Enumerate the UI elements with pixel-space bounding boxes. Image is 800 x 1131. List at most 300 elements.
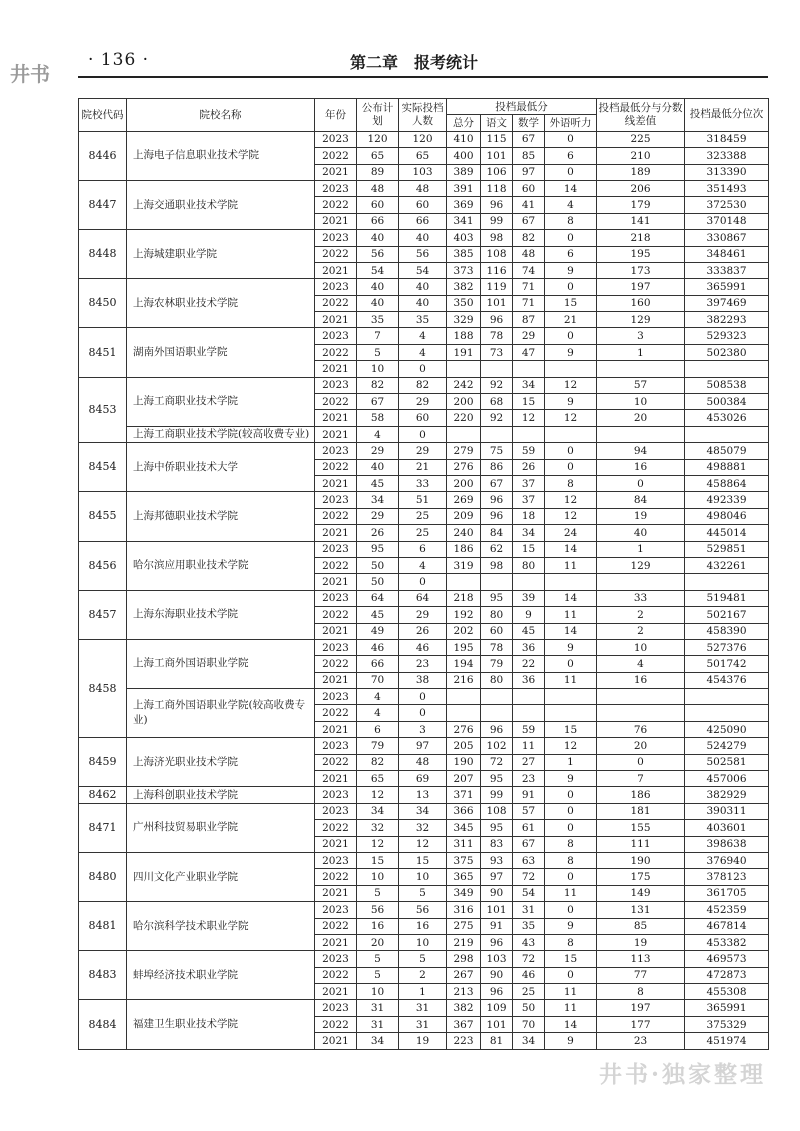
cell-year: 2023 (315, 180, 357, 196)
cell-rank: 378123 (685, 869, 769, 885)
cell-chinese: 108 (481, 803, 513, 819)
table-row (79, 787, 769, 803)
cell-foreign: 21 (545, 312, 597, 328)
table-row (79, 1000, 769, 1016)
cell-diff: 4 (597, 656, 685, 672)
cell-plan: 89 (357, 164, 399, 180)
cell-chinese: 78 (481, 639, 513, 655)
cell-foreign: 9 (545, 344, 597, 360)
cell-total (447, 426, 481, 442)
cell-plan: 65 (357, 771, 399, 787)
cell-math: 9 (513, 607, 545, 623)
cell-rank: 432261 (685, 557, 769, 573)
cell-plan: 10 (357, 984, 399, 1000)
cell-year: 2021 (315, 771, 357, 787)
cell-chinese: 67 (481, 475, 513, 491)
cell-year: 2022 (315, 820, 357, 836)
cell-rank: 452359 (685, 902, 769, 918)
cell-actual: 29 (399, 607, 447, 623)
cell-total: 329 (447, 312, 481, 328)
cell-chinese: 95 (481, 590, 513, 606)
cell-chinese: 99 (481, 213, 513, 229)
cell-math: 48 (513, 246, 545, 262)
cell-year: 2023 (315, 787, 357, 803)
cell-plan: 54 (357, 262, 399, 278)
cell-chinese: 101 (481, 1016, 513, 1032)
cell-rank: 527376 (685, 639, 769, 655)
cell-total: 369 (447, 197, 481, 213)
cell-plan: 79 (357, 738, 399, 754)
cell-actual: 0 (399, 705, 447, 721)
col-header-total: 总分 (447, 115, 481, 131)
cell-plan: 4 (357, 689, 399, 705)
col-header-diff: 投档最低分与分数线差值 (597, 99, 685, 132)
cell-diff: 160 (597, 295, 685, 311)
school-code: 8456 (79, 541, 127, 590)
cell-rank: 455308 (685, 984, 769, 1000)
cell-total: 382 (447, 1000, 481, 1016)
cell-total: 194 (447, 656, 481, 672)
school-code: 8484 (79, 1000, 127, 1049)
cell-diff: 190 (597, 852, 685, 868)
school-name: 上海济光职业技术学院 (127, 738, 315, 787)
cell-math: 27 (513, 754, 545, 770)
cell-actual: 2 (399, 967, 447, 983)
school-code: 8455 (79, 492, 127, 541)
cell-plan: 5 (357, 885, 399, 901)
cell-plan: 56 (357, 246, 399, 262)
cell-total (447, 705, 481, 721)
cell-actual: 4 (399, 344, 447, 360)
cell-rank: 323388 (685, 148, 769, 164)
cell-year: 2022 (315, 967, 357, 983)
cell-year: 2021 (315, 213, 357, 229)
cell-chinese: 93 (481, 852, 513, 868)
cell-math: 34 (513, 525, 545, 541)
cell-math: 59 (513, 443, 545, 459)
school-code: 8481 (79, 902, 127, 951)
cell-year: 2021 (315, 934, 357, 950)
cell-total: 319 (447, 557, 481, 573)
cell-plan: 70 (357, 672, 399, 688)
cell-total: 298 (447, 951, 481, 967)
school-code: 8459 (79, 738, 127, 787)
cell-rank: 458390 (685, 623, 769, 639)
cell-rank: 458864 (685, 475, 769, 491)
cell-actual: 13 (399, 787, 447, 803)
cell-year: 2022 (315, 344, 357, 360)
cell-year: 2022 (315, 607, 357, 623)
school-name: 上海交通职业技术学院 (127, 180, 315, 229)
cell-chinese: 101 (481, 902, 513, 918)
cell-year: 2022 (315, 394, 357, 410)
cell-math: 34 (513, 377, 545, 393)
cell-year: 2022 (315, 705, 357, 721)
cell-diff: 33 (597, 590, 685, 606)
cell-rank: 370148 (685, 213, 769, 229)
cell-plan: 4 (357, 705, 399, 721)
cell-math: 11 (513, 738, 545, 754)
cell-chinese: 91 (481, 918, 513, 934)
cell-diff: 77 (597, 967, 685, 983)
cell-diff: 129 (597, 312, 685, 328)
cell-foreign (545, 574, 597, 590)
cell-math (513, 361, 545, 377)
cell-rank: 453026 (685, 410, 769, 426)
cell-chinese: 118 (481, 180, 513, 196)
cell-year: 2023 (315, 738, 357, 754)
watermark: 井书·独家整理 (598, 1061, 766, 1088)
cell-foreign: 14 (545, 541, 597, 557)
cell-total: 188 (447, 328, 481, 344)
cell-total: 209 (447, 508, 481, 524)
school-code: 8457 (79, 590, 127, 639)
table-row (79, 279, 769, 295)
cell-plan: 95 (357, 541, 399, 557)
cell-actual: 29 (399, 394, 447, 410)
school-name: 上海城建职业学院 (127, 230, 315, 279)
cell-math: 60 (513, 180, 545, 196)
cell-total: 311 (447, 836, 481, 852)
school-name: 蚌埠经济技术职业学院 (127, 951, 315, 1000)
cell-rank: 348461 (685, 246, 769, 262)
cell-actual: 40 (399, 279, 447, 295)
cell-diff: 23 (597, 1033, 685, 1049)
cell-math: 67 (513, 213, 545, 229)
cell-chinese: 84 (481, 525, 513, 541)
cell-foreign: 11 (545, 672, 597, 688)
cell-year: 2022 (315, 656, 357, 672)
cell-plan: 5 (357, 967, 399, 983)
cell-actual: 38 (399, 672, 447, 688)
cell-year: 2021 (315, 672, 357, 688)
cell-math: 29 (513, 328, 545, 344)
cell-chinese (481, 705, 513, 721)
cell-actual: 82 (399, 377, 447, 393)
cell-math (513, 426, 545, 442)
cell-math: 87 (513, 312, 545, 328)
cell-diff: 57 (597, 377, 685, 393)
cell-year: 2022 (315, 197, 357, 213)
cell-math: 61 (513, 820, 545, 836)
cell-total: 403 (447, 230, 481, 246)
cell-foreign: 8 (545, 852, 597, 868)
cell-rank: 453382 (685, 934, 769, 950)
cell-foreign: 8 (545, 213, 597, 229)
cell-actual: 0 (399, 689, 447, 705)
cell-diff (597, 574, 685, 590)
school-name: 哈尔滨应用职业技术学院 (127, 541, 315, 590)
cell-diff: 94 (597, 443, 685, 459)
cell-foreign: 14 (545, 590, 597, 606)
cell-total: 373 (447, 262, 481, 278)
cell-plan: 29 (357, 443, 399, 459)
cell-year: 2023 (315, 541, 357, 557)
cell-diff: 2 (597, 607, 685, 623)
cell-rank: 502380 (685, 344, 769, 360)
cell-chinese: 101 (481, 295, 513, 311)
cell-total (447, 361, 481, 377)
cell-diff: 189 (597, 164, 685, 180)
table-body (79, 131, 769, 1049)
cell-chinese: 96 (481, 721, 513, 737)
cell-year: 2023 (315, 639, 357, 655)
cell-total: 389 (447, 164, 481, 180)
table-row (79, 426, 769, 442)
cell-actual: 40 (399, 230, 447, 246)
table-row (79, 852, 769, 868)
cell-rank: 445014 (685, 525, 769, 541)
cell-foreign (545, 361, 597, 377)
cell-rank: 508538 (685, 377, 769, 393)
cell-plan: 31 (357, 1016, 399, 1032)
table-row (79, 541, 769, 557)
cell-plan: 40 (357, 459, 399, 475)
table-row (79, 902, 769, 918)
cell-math: 34 (513, 1033, 545, 1049)
cell-rank: 333837 (685, 262, 769, 278)
cell-rank: 318459 (685, 131, 769, 147)
school-name: 上海工商外国语职业学院 (127, 639, 315, 688)
cell-foreign: 9 (545, 918, 597, 934)
cell-rank (685, 361, 769, 377)
cell-foreign: 4 (545, 197, 597, 213)
cell-foreign: 14 (545, 180, 597, 196)
cell-diff: 218 (597, 230, 685, 246)
cell-year: 2023 (315, 590, 357, 606)
cell-math: 67 (513, 836, 545, 852)
cell-chinese: 99 (481, 787, 513, 803)
cell-rank: 502581 (685, 754, 769, 770)
cell-chinese: 95 (481, 820, 513, 836)
cell-rank: 425090 (685, 721, 769, 737)
cell-total: 240 (447, 525, 481, 541)
cell-rank (685, 574, 769, 590)
cell-plan: 82 (357, 377, 399, 393)
cell-plan: 50 (357, 557, 399, 573)
cell-plan: 5 (357, 951, 399, 967)
cell-year: 2021 (315, 623, 357, 639)
cell-math: 47 (513, 344, 545, 360)
cell-math: 41 (513, 197, 545, 213)
cell-foreign: 8 (545, 934, 597, 950)
cell-chinese: 80 (481, 607, 513, 623)
cell-plan: 46 (357, 639, 399, 655)
cell-actual: 16 (399, 918, 447, 934)
cell-rank: 330867 (685, 230, 769, 246)
cell-diff: 16 (597, 459, 685, 475)
cell-chinese: 115 (481, 131, 513, 147)
table-row (79, 131, 769, 147)
cell-actual: 4 (399, 557, 447, 573)
publisher-logo: 井书 (10, 62, 50, 86)
school-name: 上海工商职业技术学院(较高收费专业) (127, 426, 315, 442)
table-row (79, 492, 769, 508)
cell-total: 267 (447, 967, 481, 983)
cell-foreign: 8 (545, 475, 597, 491)
cell-plan: 32 (357, 820, 399, 836)
cell-diff: 113 (597, 951, 685, 967)
cell-diff: 40 (597, 525, 685, 541)
cell-math: 70 (513, 1016, 545, 1032)
cell-foreign: 0 (545, 131, 597, 147)
school-code: 8446 (79, 131, 127, 180)
cell-diff: 20 (597, 738, 685, 754)
school-name: 上海中侨职业技术大学 (127, 443, 315, 492)
cell-math: 59 (513, 721, 545, 737)
cell-diff: 85 (597, 918, 685, 934)
cell-foreign: 0 (545, 279, 597, 295)
cell-foreign: 0 (545, 656, 597, 672)
cell-plan: 31 (357, 1000, 399, 1016)
cell-foreign: 9 (545, 771, 597, 787)
cell-chinese: 98 (481, 230, 513, 246)
cell-year: 2023 (315, 689, 357, 705)
cell-total: 200 (447, 394, 481, 410)
school-name: 上海科创职业技术学院 (127, 787, 315, 803)
cell-foreign (545, 689, 597, 705)
cell-diff: 1 (597, 344, 685, 360)
cell-year: 2022 (315, 148, 357, 164)
cell-plan: 65 (357, 148, 399, 164)
cell-math: 43 (513, 934, 545, 950)
cell-total: 410 (447, 131, 481, 147)
cell-actual: 29 (399, 443, 447, 459)
cell-math: 71 (513, 295, 545, 311)
cell-actual: 26 (399, 623, 447, 639)
cell-actual: 40 (399, 295, 447, 311)
cell-actual: 10 (399, 934, 447, 950)
cell-actual: 46 (399, 639, 447, 655)
cell-math: 63 (513, 852, 545, 868)
cell-total: 276 (447, 721, 481, 737)
cell-plan: 64 (357, 590, 399, 606)
cell-diff (597, 689, 685, 705)
cell-plan: 10 (357, 361, 399, 377)
cell-chinese: 73 (481, 344, 513, 360)
cell-diff: 20 (597, 410, 685, 426)
col-header-actual: 实际投档人数 (399, 99, 447, 132)
school-code: 8483 (79, 951, 127, 1000)
cell-rank: 382929 (685, 787, 769, 803)
cell-chinese: 90 (481, 885, 513, 901)
cell-chinese: 96 (481, 508, 513, 524)
cell-year: 2021 (315, 885, 357, 901)
cell-rank: 397469 (685, 295, 769, 311)
cell-math: 74 (513, 262, 545, 278)
cell-math: 82 (513, 230, 545, 246)
cell-foreign: 0 (545, 443, 597, 459)
cell-rank: 398638 (685, 836, 769, 852)
cell-year: 2023 (315, 279, 357, 295)
cell-diff: 1 (597, 541, 685, 557)
cell-plan: 29 (357, 508, 399, 524)
cell-total: 190 (447, 754, 481, 770)
table-row (79, 328, 769, 344)
school-code: 8453 (79, 377, 127, 443)
cell-foreign: 11 (545, 984, 597, 1000)
cell-plan: 49 (357, 623, 399, 639)
table-row (79, 803, 769, 819)
col-header-rank: 投档最低分位次 (685, 99, 769, 132)
cell-actual: 32 (399, 820, 447, 836)
cell-year: 2022 (315, 557, 357, 573)
cell-total: 341 (447, 213, 481, 229)
cell-chinese (481, 361, 513, 377)
cell-chinese: 96 (481, 984, 513, 1000)
cell-diff: 76 (597, 721, 685, 737)
school-code: 8471 (79, 803, 127, 852)
cell-diff: 8 (597, 984, 685, 1000)
col-header-year: 年份 (315, 99, 357, 132)
cell-total: 367 (447, 1016, 481, 1032)
cell-plan: 20 (357, 934, 399, 950)
cell-total: 216 (447, 672, 481, 688)
cell-year: 2022 (315, 295, 357, 311)
cell-plan: 4 (357, 426, 399, 442)
cell-year: 2022 (315, 754, 357, 770)
cell-actual: 4 (399, 328, 447, 344)
cell-math (513, 705, 545, 721)
cell-foreign (545, 426, 597, 442)
col-header-code: 院校代码 (79, 99, 127, 132)
header-rule (78, 76, 768, 78)
cell-rank: 472873 (685, 967, 769, 983)
cell-plan: 35 (357, 312, 399, 328)
cell-foreign: 15 (545, 721, 597, 737)
cell-math: 36 (513, 639, 545, 655)
cell-year: 2023 (315, 328, 357, 344)
cell-chinese: 109 (481, 1000, 513, 1016)
cell-math: 54 (513, 885, 545, 901)
cell-diff: 195 (597, 246, 685, 262)
cell-chinese: 106 (481, 164, 513, 180)
cell-rank: 524279 (685, 738, 769, 754)
cell-plan: 67 (357, 394, 399, 410)
cell-chinese: 80 (481, 672, 513, 688)
school-code: 8462 (79, 787, 127, 803)
cell-diff: 210 (597, 148, 685, 164)
table-row (79, 689, 769, 705)
chapter-title: 第二章 报考统计 (350, 53, 479, 72)
cell-math: 91 (513, 787, 545, 803)
table-row (79, 738, 769, 754)
cell-year: 2022 (315, 1016, 357, 1032)
cell-year: 2023 (315, 951, 357, 967)
cell-chinese: 81 (481, 1033, 513, 1049)
cell-diff: 206 (597, 180, 685, 196)
cell-total (447, 689, 481, 705)
cell-diff: 131 (597, 902, 685, 918)
cell-total: 223 (447, 1033, 481, 1049)
cell-foreign: 0 (545, 803, 597, 819)
school-name: 上海工商外国语职业学院(较高收费专业) (127, 689, 315, 738)
cell-year: 2021 (315, 984, 357, 1000)
cell-year: 2021 (315, 426, 357, 442)
cell-rank: 529323 (685, 328, 769, 344)
cell-plan: 15 (357, 852, 399, 868)
cell-diff: 111 (597, 836, 685, 852)
cell-total: 345 (447, 820, 481, 836)
cell-plan: 7 (357, 328, 399, 344)
cell-actual: 31 (399, 1016, 447, 1032)
cell-diff: 173 (597, 262, 685, 278)
table-row (79, 639, 769, 655)
cell-math (513, 689, 545, 705)
cell-chinese: 92 (481, 410, 513, 426)
col-header-chinese: 语文 (481, 115, 513, 131)
cell-actual: 60 (399, 410, 447, 426)
